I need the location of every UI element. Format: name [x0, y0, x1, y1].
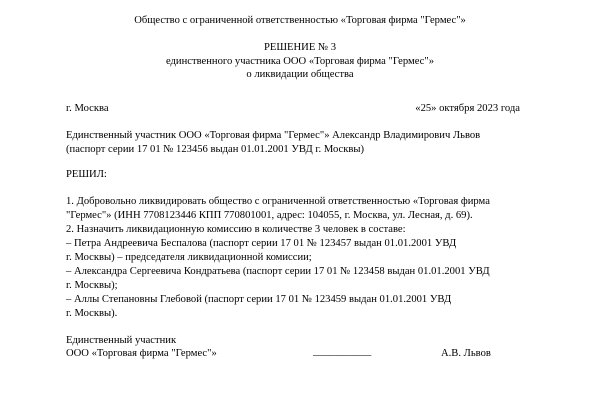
decision-line: 1. Добровольно ликвидировать общество с ограниченной ответственностью «Торговая фирма	[66, 196, 490, 207]
decision-line: г. Москвы).	[66, 308, 118, 319]
decision-line: – Аллы Степановны Глебовой (паспорт серии 17 01 № 123459 выдан 01.01.2001 УВД	[66, 294, 452, 305]
decisions-list	[66, 195, 546, 321]
decided-heading: РЕШИЛ:	[66, 169, 107, 180]
decision-subject: о ликвидации общества	[246, 69, 354, 80]
decision-line: "Гермес"» (ИНН 7708123446 КПП 770801001, адрес: 104055, г. Москва, ул. Лесная, д. 69).	[66, 210, 473, 221]
decision-title: РЕШЕНИЕ № 3	[264, 42, 336, 53]
participant-passport-line: (паспорт серии 17 01 № 123456 выдан 01.01.2001 УВД г. Москвы)	[66, 144, 365, 155]
organization-header: Общество с ограниченной ответственностью «Торговая фирма "Гермес"»	[134, 15, 466, 26]
city: г. Москва	[66, 103, 109, 114]
decision-line: г. Москвы);	[66, 280, 118, 291]
decision-line: г. Москвы) – председателя ликвидационной комиссии;	[66, 252, 312, 263]
signature-line: ___________	[313, 346, 372, 357]
signature-role: Единственный участник	[66, 335, 177, 346]
decision-line: – Петра Андреевича Беспалова (паспорт серии 17 01 № 123457 выдан 01.01.2001 УВД	[66, 238, 457, 249]
decision-line: 2. Назначить ликвидационную комиссию в количестве 3 человек в составе:	[66, 224, 406, 235]
signatory-name: А.В. Львов	[441, 348, 491, 359]
participant-line: Единственный участник ООО «Торговая фирма "Гермес"» Александр Владимирович Львов	[66, 130, 481, 141]
document-date: «25» октября 2023 года	[415, 103, 520, 114]
decision-line: – Александра Сергеевича Кондратьева (паспорт серии 17 01 № 123458 выдан 01.01.2001 УВД	[66, 266, 490, 277]
signature-organization: ООО «Торговая фирма "Гермес"»	[66, 348, 217, 359]
participant-paragraph	[66, 129, 546, 157]
decision-subtitle: единственного участника ООО «Торговая фирма "Гермес"»	[165, 56, 434, 67]
